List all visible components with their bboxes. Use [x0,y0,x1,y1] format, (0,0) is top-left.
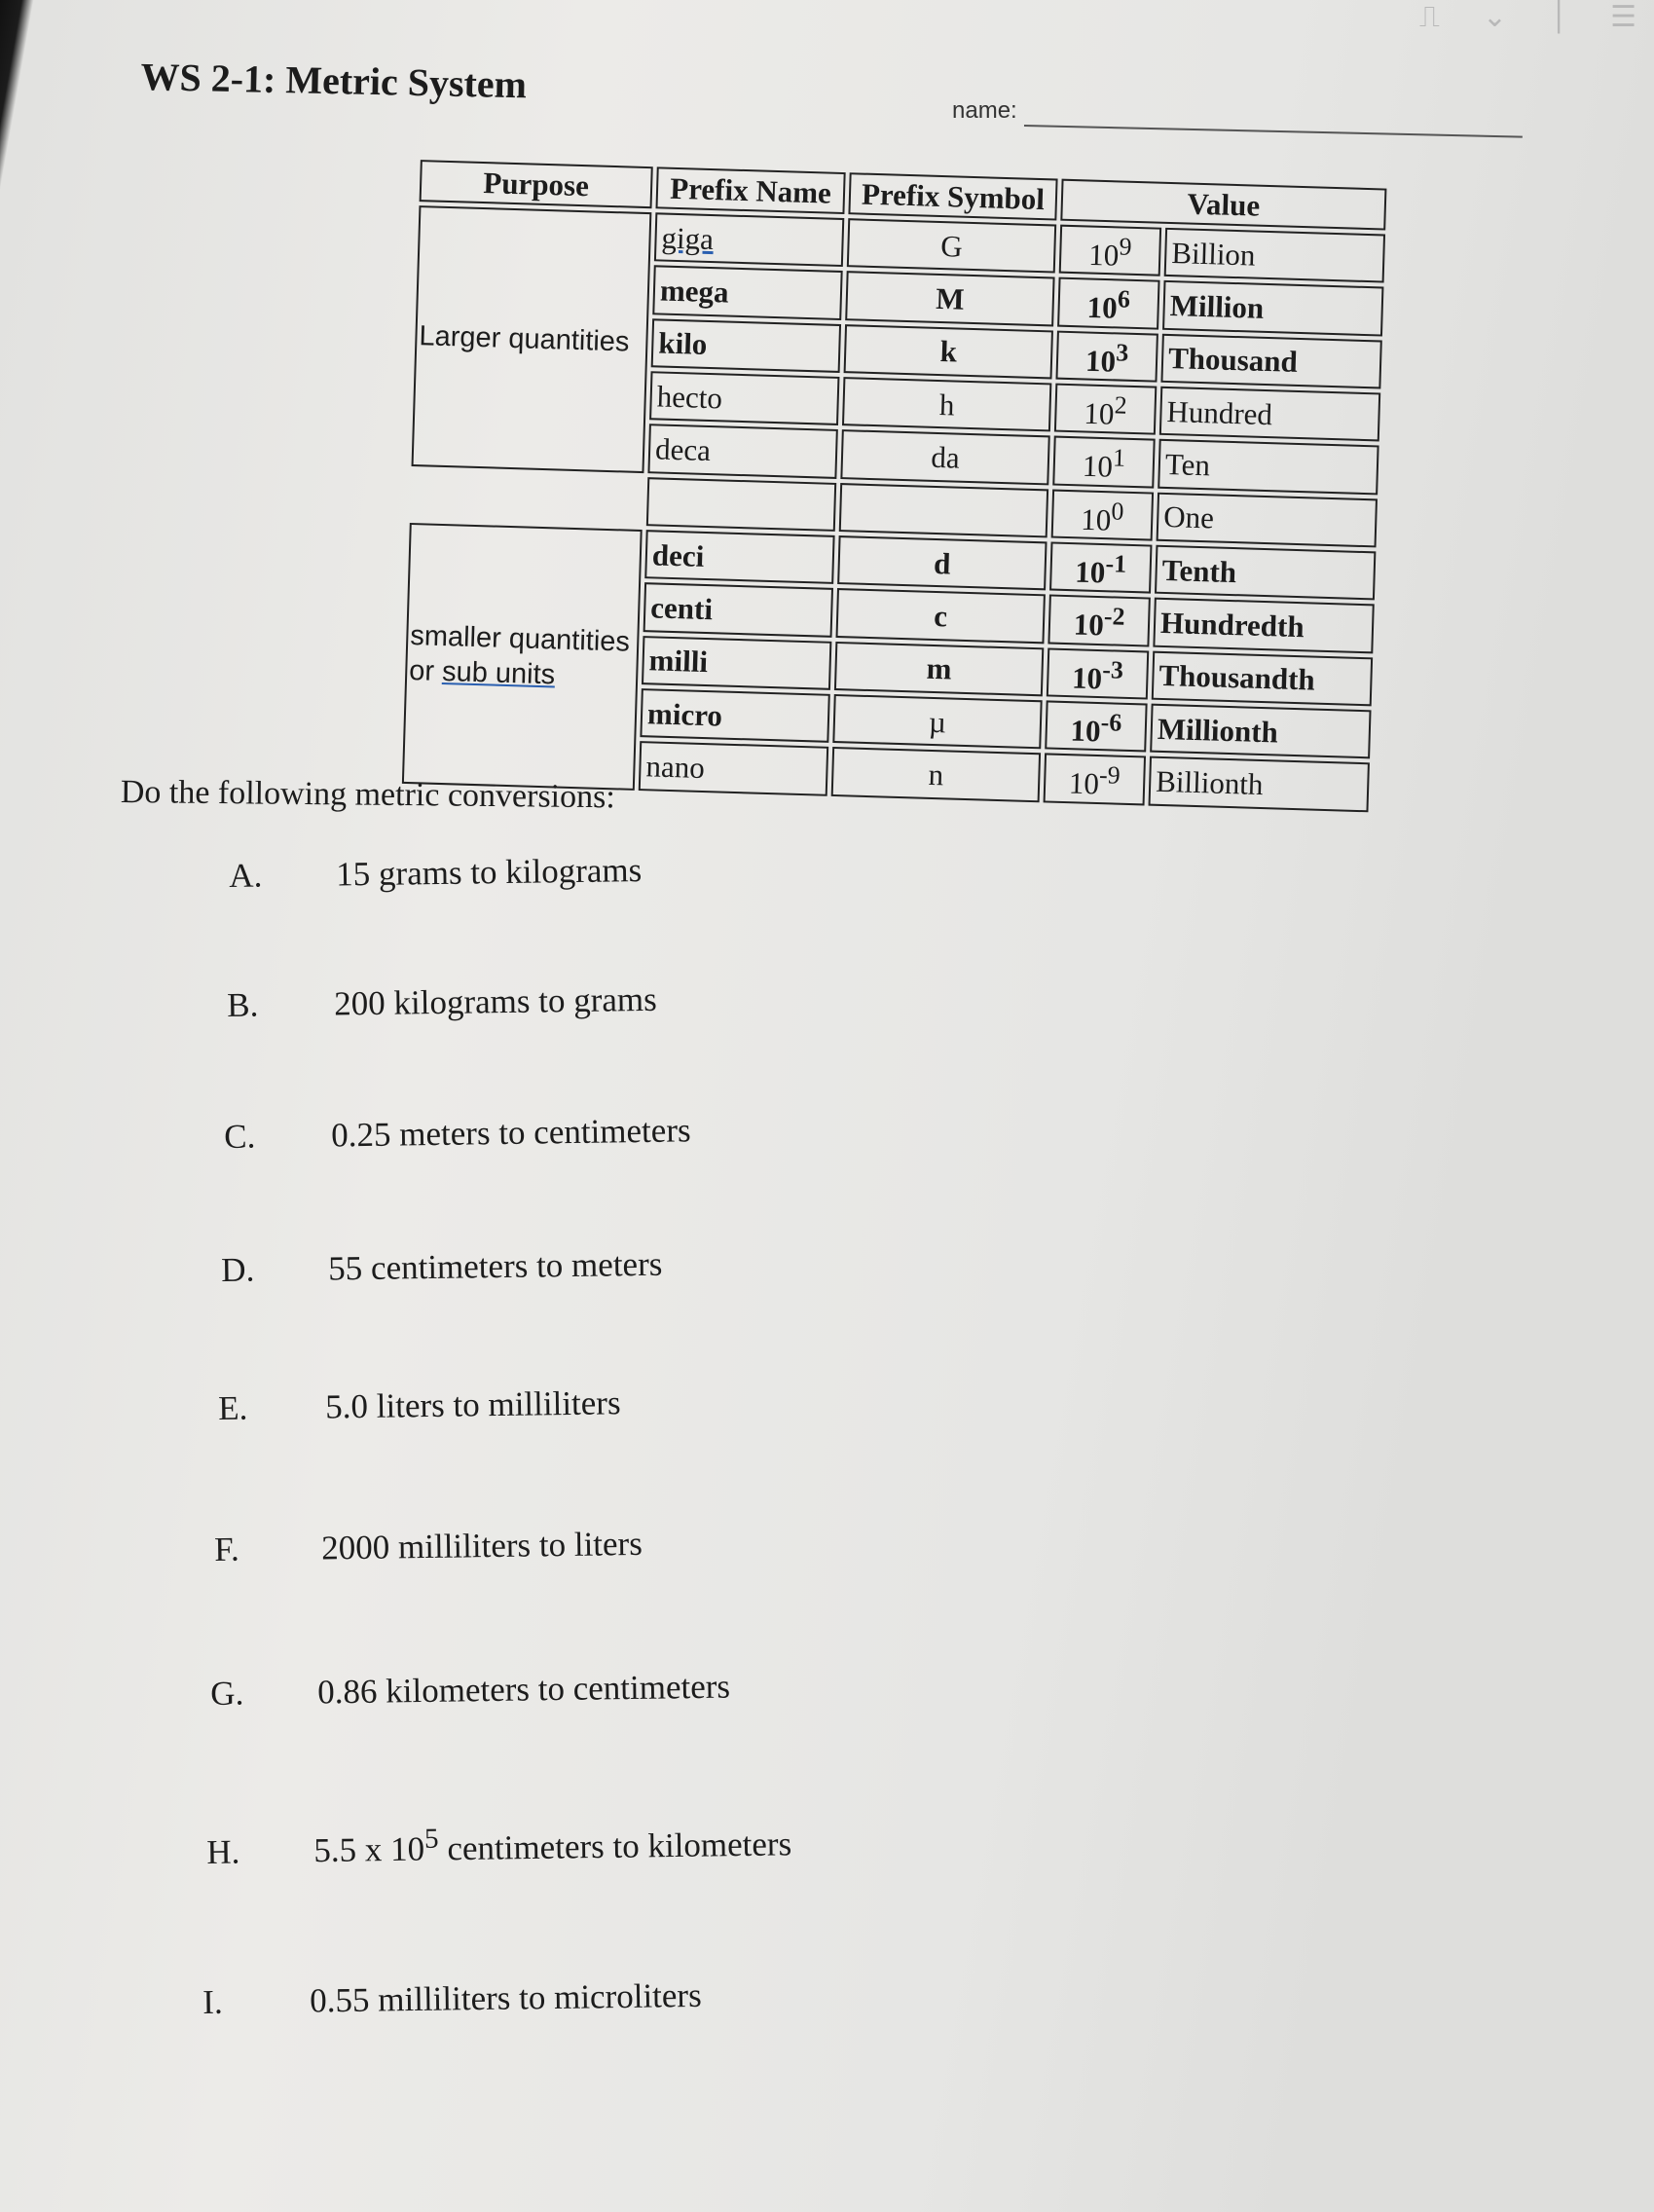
power-base: 10 [1087,237,1120,273]
question-text-exp: 5 [423,1823,439,1855]
power-base: 10 [1068,765,1100,801]
value-word: Hundred [1159,387,1380,442]
power-exp: -6 [1100,708,1122,737]
toolbar-icons [1418,0,1636,34]
metric-prefix-table [398,156,1391,816]
prefix-name: deca [647,424,837,479]
question-letter: I. [202,1982,223,2021]
purpose-smaller [402,523,643,791]
power-of-ten [1048,595,1150,646]
question-text: 0.25 meters to centimeters [330,1111,691,1155]
name-label: name: [952,97,1017,124]
value-word: Thousand [1160,333,1381,388]
power-exp: -9 [1098,760,1121,790]
prefix-symbol: G [847,218,1056,274]
power-exp: 9 [1119,232,1132,261]
prefix-name: milli [642,636,831,690]
question-letter: B. [227,985,259,1024]
power-of-ten [1054,384,1157,435]
prefix-name: giga [654,212,844,267]
question-letter: F. [214,1530,239,1568]
question-text: 5.0 liters to milliliters [324,1383,621,1426]
question-text: 200 kilograms to grams [333,979,658,1023]
value-word: Million [1162,280,1383,336]
power-exp: 3 [1115,338,1129,367]
header-prefix-symbol: Prefix Symbol [848,172,1057,220]
power-of-ten [1049,541,1152,593]
power-exp: 2 [1114,390,1128,420]
power-of-ten [1045,700,1147,752]
purpose-larger [412,205,652,473]
value-word: Billionth [1149,756,1370,812]
power-of-ten [1044,754,1146,805]
metric-table-wrapper [398,156,1391,816]
worksheet-title: WS 2-1: Metric System [140,54,528,107]
prefix-name: micro [640,688,829,743]
question-text: 0.86 kilometers to centimeters [316,1667,731,1712]
power-base: 10 [1080,501,1112,537]
prefix-name [646,477,836,532]
power-base: 10 [1086,290,1119,326]
header-prefix-name: Prefix Name [655,166,845,214]
prefix-name: deci [644,530,834,584]
divider-icon: │ [1550,0,1568,34]
value-word: Thousandth [1152,650,1373,706]
value-word: Billion [1164,228,1385,283]
question-a [229,851,643,896]
prefix-symbol: n [831,747,1041,802]
value-word: Ten [1158,439,1378,495]
question-letter: E. [218,1388,248,1427]
question-text: 2000 milliliters to liters [320,1524,643,1567]
question-text: 0.55 milliliters to microliters [309,1975,702,2020]
prefix-symbol: d [837,535,1047,591]
power-base: 10 [1071,660,1103,696]
power-base: 10 [1073,607,1105,643]
power-exp: -2 [1103,602,1125,632]
power-of-ten [1055,330,1158,382]
power-exp: 6 [1117,284,1131,314]
power-exp: 1 [1112,443,1126,473]
purpose-smaller-label-1: smaller quantities [409,619,631,658]
power-of-ten [1052,436,1155,488]
name-field-line[interactable] [1024,125,1523,138]
power-base: 10 [1083,395,1115,431]
question-f [214,1525,643,1569]
stamp-icon[interactable]: ⎍ [1418,0,1440,34]
prefix-symbol: µ [832,694,1042,750]
value-word: Hundredth [1153,598,1374,653]
purpose-smaller-label-2-ul: sub units [441,655,556,691]
power-of-ten [1057,277,1159,329]
question-letter: A. [229,856,263,895]
power-exp: -1 [1105,549,1127,578]
purpose-empty [410,470,643,526]
purpose-smaller-label-2-pre: or [408,654,443,687]
prefix-name: nano [639,741,828,795]
question-d [221,1245,663,1290]
prefix-symbol: c [836,588,1046,644]
prefix-symbol: h [842,377,1051,432]
power-of-ten [1059,225,1161,276]
question-g [210,1668,730,1714]
question-letter: D. [221,1250,255,1289]
question-i [202,1976,702,2022]
question-letter: C. [224,1117,256,1156]
power-of-ten [1051,489,1154,540]
prefix-symbol: M [845,271,1054,326]
power-exp: -3 [1101,654,1124,684]
power-base: 10 [1070,713,1102,749]
chevron-down-icon[interactable]: ⌄ [1482,0,1508,34]
prefix-name: centi [643,582,833,637]
prefix-symbol: k [844,324,1053,380]
question-c [224,1111,691,1157]
power-base: 10 [1074,554,1106,590]
instructions: Do the following metric conversions: [120,774,615,816]
value-word: Tenth [1155,545,1376,601]
question-text: 15 grams to kilograms [335,851,643,894]
power-exp: 0 [1111,496,1124,526]
prefix-name: kilo [651,318,841,373]
purpose-larger-label: Larger quantities [419,319,630,358]
question-letter: H. [206,1832,240,1871]
prefix-symbol: da [840,429,1049,485]
question-b [227,980,657,1025]
prefix-symbol: m [834,642,1044,697]
header-purpose: Purpose [420,160,653,208]
prefix-name: hecto [649,371,839,425]
prefix-name: mega [652,266,842,320]
question-h [206,1819,791,1872]
power-base: 10 [1082,449,1114,484]
prefix-symbol [839,483,1048,538]
list-icon[interactable]: ☰ [1610,0,1636,34]
header-value: Value [1060,179,1386,231]
question-text-pre: 5.5 x 10 [313,1829,425,1870]
value-word: Millionth [1150,704,1371,759]
question-e [218,1383,621,1428]
value-word: One [1157,492,1378,547]
question-letter: G. [210,1674,244,1713]
question-text: 55 centimeters to meters [327,1244,663,1288]
power-base: 10 [1084,343,1117,379]
power-of-ten [1047,647,1149,699]
question-text-post: centimeters to kilometers [438,1825,792,1868]
